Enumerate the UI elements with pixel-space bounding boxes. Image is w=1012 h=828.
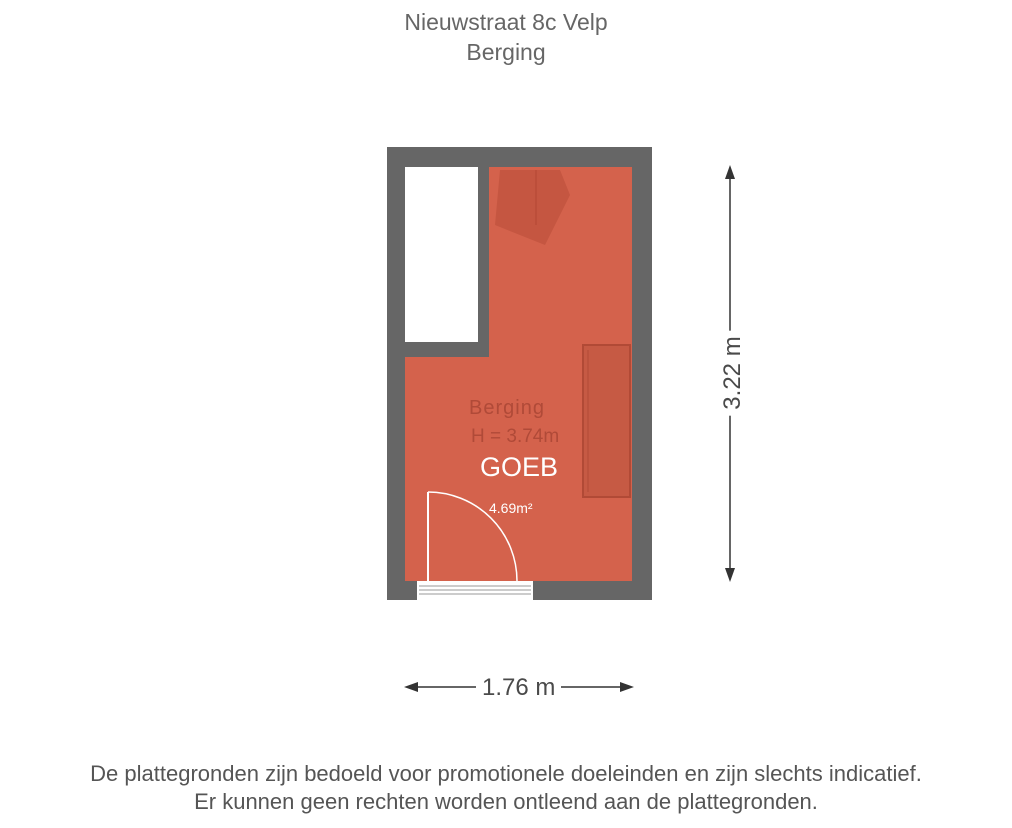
width-arrow-right — [620, 682, 634, 692]
room-height-label: H = 3.74m — [471, 426, 560, 447]
room-code-label: GOEB — [480, 452, 559, 482]
disclaimer-line-2: Er kunnen geen rechten worden ontleend aan de plattegronden. — [194, 789, 818, 814]
depth-arrow-bottom — [725, 568, 735, 582]
width-dimension-label: 1.76 m — [476, 674, 561, 702]
disclaimer-line-1: De plattegronden zijn bedoeld voor promotionele doeleinden en zijn slechts indicatief. — [90, 761, 922, 786]
width-arrow-left — [404, 682, 418, 692]
depth-dimension-label: 3.22 m — [719, 330, 747, 415]
plan-address-title: Nieuwstraat 8c Velp — [404, 9, 608, 35]
plan-floor-title: Berging — [466, 39, 546, 65]
room-area-label: 4.69m² — [489, 500, 533, 516]
depth-arrow-top — [725, 165, 735, 179]
shaft-void — [405, 167, 478, 342]
cabinet-top-line — [535, 170, 537, 225]
room-name-label: Berging — [469, 397, 545, 419]
shelf-unit — [583, 345, 630, 497]
